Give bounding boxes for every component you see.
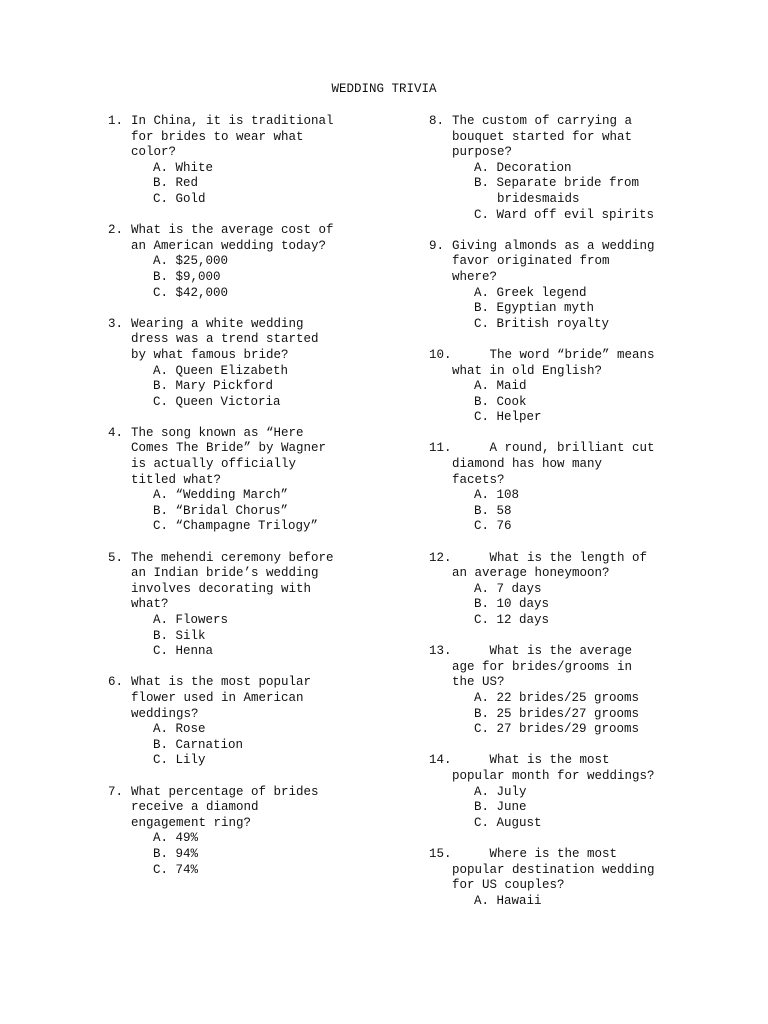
answer-option-text: A. Queen Elizabeth [153, 363, 289, 378]
answer-option-text: C. British royalty [474, 316, 610, 331]
question-text-line: for brides to wear what [131, 129, 304, 144]
question-spacer [108, 208, 408, 224]
answer-option [153, 364, 408, 380]
question-number: 4. [108, 425, 124, 440]
question-spacer [429, 426, 749, 442]
answer-option-text: A. 22 brides/25 grooms [474, 690, 640, 705]
answer-option [153, 176, 408, 192]
answer-options [429, 161, 749, 223]
answer-option-text: B. 58 [474, 503, 512, 518]
question-spacer [429, 332, 749, 348]
answer-option [474, 613, 749, 629]
question-spacer [108, 769, 408, 785]
question-text-line: What is the most [452, 753, 610, 768]
question-number: 5. [108, 550, 124, 565]
answer-option-text: B. Silk [153, 628, 206, 643]
answer-options [429, 582, 749, 629]
answer-option-text: A. Maid [474, 379, 527, 394]
answer-option-text: C. 27 brides/29 grooms [474, 722, 640, 737]
question-text-line: The song known as “Here [131, 425, 304, 440]
answer-option [474, 379, 749, 395]
answer-option [474, 176, 749, 192]
answer-options [429, 286, 749, 333]
question-spacer [429, 223, 749, 239]
question-text-line: by what famous bride? [131, 347, 289, 362]
question-text-line: age for brides/grooms in [452, 659, 633, 674]
question-text-line: The custom of carrying a [452, 114, 633, 128]
answer-option [474, 582, 749, 598]
answer-option [153, 286, 408, 302]
answer-option [474, 894, 749, 910]
answer-option-text: A. 49% [153, 831, 199, 846]
question-spacer [108, 410, 408, 426]
answer-option-text: B. 94% [153, 846, 199, 861]
answer-option-text: A. $25,000 [153, 254, 229, 269]
question-item [108, 114, 408, 223]
question-text-line: Wearing a white wedding [131, 316, 304, 331]
answer-options [429, 785, 749, 832]
answer-options [108, 613, 408, 660]
answer-options [429, 691, 749, 738]
answer-option-text: A. White [153, 160, 214, 175]
answer-option-text: B. 25 brides/27 grooms [474, 706, 640, 721]
answer-option [153, 644, 408, 660]
question-text-line: What is the average cost of [131, 223, 334, 238]
answer-options [108, 488, 408, 535]
question-number: 14. [429, 753, 452, 768]
question-item [108, 426, 408, 551]
question-text-line: dress was a trend started [131, 332, 319, 347]
answer-option-text: bridesmaids [497, 191, 580, 206]
answer-option-text: C. Lily [153, 753, 206, 768]
question-text-line: for US couples? [452, 878, 565, 893]
answer-option [153, 379, 408, 395]
answer-option-text: A. Decoration [474, 160, 572, 175]
answer-option [474, 816, 749, 832]
question-spacer [429, 629, 749, 645]
answer-option-text: A. “Wedding March” [153, 488, 289, 503]
answer-option-text: B. Mary Pickford [153, 379, 274, 394]
answer-option [153, 270, 408, 286]
answer-option [153, 613, 408, 629]
answer-option [474, 519, 749, 535]
answer-option-text: A. 108 [474, 488, 520, 503]
question-spacer [108, 660, 408, 676]
question-text-line: What is the average [452, 644, 633, 659]
question-number: 13. [429, 644, 452, 659]
question-text-line: engagement ring? [131, 815, 252, 830]
question-text-line: what? [131, 597, 169, 612]
answer-option-text: B. Carnation [153, 737, 244, 752]
question-text-line: Where is the most [452, 846, 618, 861]
answer-option [153, 863, 408, 879]
question-number: 7. [108, 784, 124, 799]
answer-option-text: B. “Bridal Chorus” [153, 503, 289, 518]
question-item [429, 753, 749, 847]
answer-option-text: B. Red [153, 176, 199, 191]
question-text-line: In China, it is traditional [131, 114, 334, 128]
question-item [108, 675, 408, 784]
answer-option [153, 504, 408, 520]
question-text-line: A round, brilliant cut [452, 441, 655, 456]
question-text-line: involves decorating with [131, 581, 312, 596]
answer-option-text: C. Henna [153, 644, 214, 659]
question-item [429, 551, 749, 645]
answer-option [153, 629, 408, 645]
answer-option-text: A. Flowers [153, 613, 229, 627]
question-item [429, 441, 749, 550]
answer-option-text: C. Helper [474, 410, 542, 425]
answer-option [474, 208, 749, 224]
answer-option-text: C. August [474, 815, 542, 830]
question-item [429, 644, 749, 753]
question-text-line: Comes The Bride” by Wagner [131, 441, 327, 456]
page-title: WEDDING TRIVIA [331, 82, 437, 96]
answer-option [153, 722, 408, 738]
question-item [429, 239, 749, 348]
answer-option-text: B. June [474, 800, 527, 815]
question-number: 11. [429, 441, 452, 456]
question-text-line: purpose? [452, 145, 513, 160]
question-text-line: bouquet started for what [452, 129, 633, 144]
question-number: 1. [108, 114, 124, 128]
question-text-line: The mehendi ceremony before [131, 550, 334, 565]
answer-option [474, 286, 749, 302]
question-text-line: What is the most popular [131, 675, 312, 690]
question-text-line: an average honeymoon? [452, 566, 610, 581]
question-item [108, 317, 408, 426]
answer-option-text: C. 76 [474, 519, 512, 534]
question-spacer [429, 831, 749, 847]
answer-option-text: B. Separate bride from [474, 176, 640, 191]
answer-option [153, 192, 408, 208]
answer-option-text: C. 12 days [474, 613, 550, 627]
answer-options [429, 488, 749, 535]
answer-option [153, 753, 408, 769]
answer-option-text: C. Queen Victoria [153, 394, 281, 409]
question-number: 3. [108, 316, 124, 331]
answer-option-text: A. 7 days [474, 581, 542, 596]
question-item [429, 847, 749, 909]
question-number: 12. [429, 550, 452, 565]
answer-options [108, 831, 408, 878]
answer-option [474, 785, 749, 801]
question-text-line: favor originated from [452, 254, 610, 269]
question-spacer [108, 301, 408, 317]
answer-option [474, 395, 749, 411]
left-question-column [108, 114, 408, 878]
answer-option-text: C. Gold [153, 191, 206, 206]
answer-option [474, 192, 749, 208]
question-text-line: the US? [452, 675, 505, 690]
question-text-line: popular destination wedding [452, 862, 655, 877]
answer-option-text: C. $42,000 [153, 285, 229, 300]
answer-option-text: B. 10 days [474, 597, 550, 612]
answer-option-text: C. “Champagne Trilogy” [153, 519, 319, 534]
right-question-column [429, 114, 749, 909]
answer-option [153, 161, 408, 177]
answer-option-text: B. $9,000 [153, 269, 221, 284]
question-text-line: what in old English? [452, 363, 603, 378]
question-spacer [429, 535, 749, 551]
answer-options [429, 379, 749, 426]
question-text-line: an American wedding today? [131, 238, 327, 253]
answer-option [474, 504, 749, 520]
question-spacer [429, 738, 749, 754]
answer-option [474, 301, 749, 317]
question-text-line: What percentage of brides [131, 784, 319, 799]
question-text-line: facets? [452, 472, 505, 487]
answer-options [108, 161, 408, 208]
question-item [429, 114, 749, 239]
answer-option [474, 800, 749, 816]
question-item [108, 785, 408, 879]
answer-option [153, 831, 408, 847]
answer-option-text: C. 74% [153, 862, 199, 877]
answer-option [474, 488, 749, 504]
answer-options [108, 722, 408, 769]
answer-option-text: C. Ward off evil spirits [474, 207, 655, 222]
answer-option [153, 395, 408, 411]
question-item [429, 348, 749, 442]
answer-option [153, 519, 408, 535]
answer-option-text: A. July [474, 784, 527, 799]
question-number: 8. [429, 114, 445, 128]
question-number: 15. [429, 846, 452, 861]
question-text-line: where? [452, 269, 498, 284]
answer-option-text: A. Hawaii [474, 893, 542, 908]
question-text-line: receive a diamond [131, 800, 259, 815]
question-text-line: What is the length of [452, 550, 648, 565]
answer-option [474, 317, 749, 333]
answer-option-text: A. Rose [153, 722, 206, 737]
answer-options [108, 254, 408, 301]
answer-option [153, 847, 408, 863]
question-number: 6. [108, 675, 124, 690]
question-number: 9. [429, 238, 445, 253]
answer-option [474, 691, 749, 707]
question-text-line: Giving almonds as a wedding [452, 238, 655, 253]
answer-option [153, 254, 408, 270]
question-number: 10. [429, 347, 452, 362]
question-text-line: is actually officially [131, 457, 297, 472]
question-text-line: titled what? [131, 472, 222, 487]
question-spacer [108, 535, 408, 551]
question-text-line: flower used in American [131, 690, 304, 705]
question-text-line: an Indian bride’s wedding [131, 566, 319, 581]
question-text-line: The word “bride” means [452, 347, 655, 362]
answer-option [153, 488, 408, 504]
answer-option [474, 722, 749, 738]
question-item [108, 551, 408, 676]
question-text-line: diamond has how many [452, 457, 603, 472]
answer-option [153, 738, 408, 754]
question-number: 2. [108, 223, 124, 238]
answer-options [429, 894, 749, 910]
answer-option [474, 410, 749, 426]
answer-option [474, 597, 749, 613]
answer-option-text: A. Greek legend [474, 285, 587, 300]
answer-option-text: B. Cook [474, 394, 527, 409]
question-text-line: color? [131, 145, 177, 160]
question-text-line: weddings? [131, 706, 199, 721]
answer-options [108, 364, 408, 411]
question-text-line: popular month for weddings? [452, 768, 655, 783]
question-item [108, 223, 408, 317]
answer-option [474, 707, 749, 723]
answer-option-text: B. Egyptian myth [474, 301, 595, 316]
answer-option [474, 161, 749, 177]
